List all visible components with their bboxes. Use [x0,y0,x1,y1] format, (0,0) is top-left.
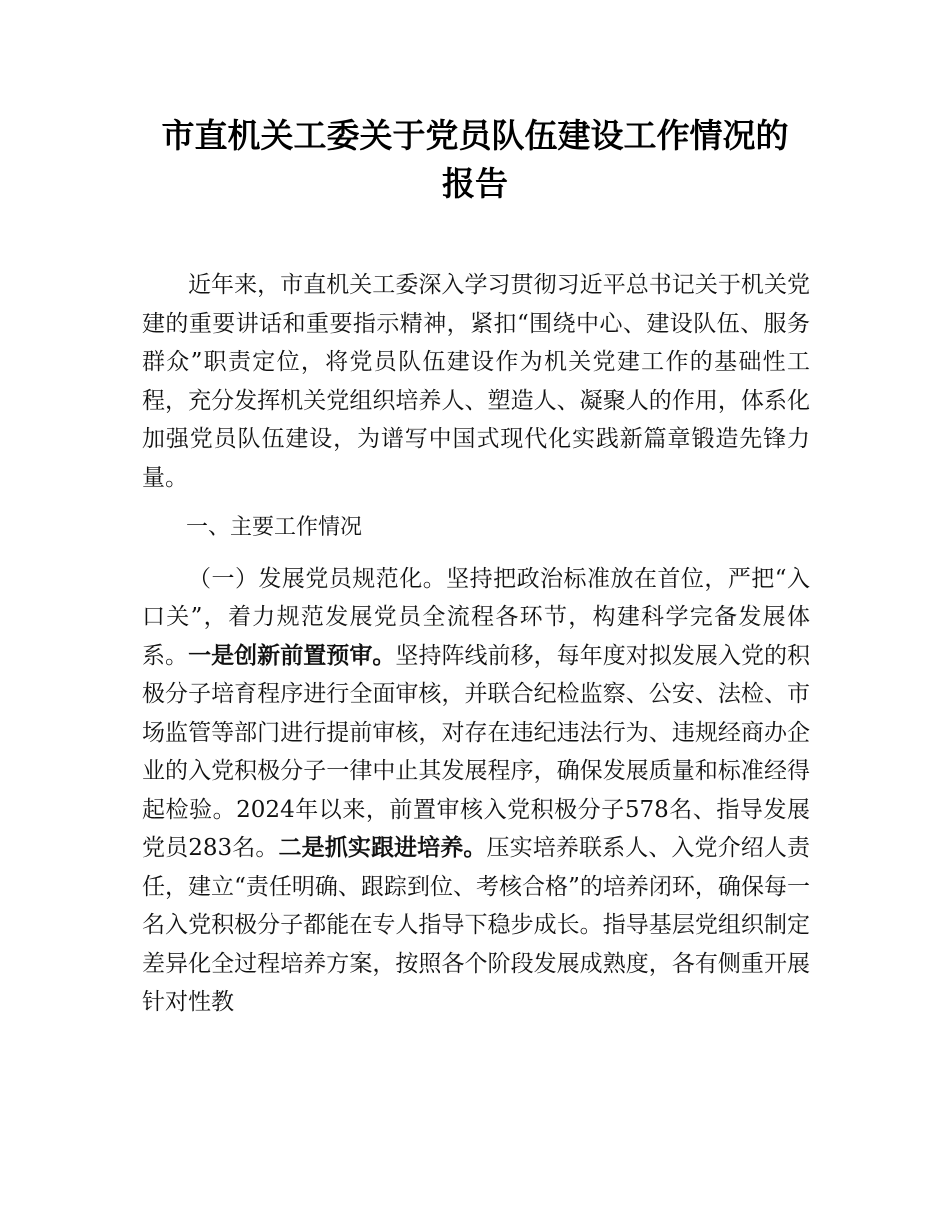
subsection-paragraph [142,560,810,1022]
subsection-lead: （一）发展党员规范化。坚持把政治标准放在首位，严把“入口关”，着力规范发展党员全流程各环节，构建科学完备发展体系。 [142,565,810,669]
document-title [120,112,830,208]
point-1-title: 一是创新前置预审。 [188,642,396,669]
section-heading: 一、主要工作情况 [186,515,363,540]
point-2-text: 压实培养联系人、入党介绍人责任，建立“责任明确、跟踪到位、考核合格”的培养闭环，确保每一名入党积极分子都能在专人指导下稳步成长。指导基层党组织制定差异化全过程培养方案，按照各个阶段发展成熟度，各有侧重开展针对性教 [142,835,811,1015]
point-1-text: 坚持阵线前移，每年度对拟发展入党的积极分子培育程序进行全面审核，并联合纪检监察、公安、法检、市场监管等部门进行提前审核，对存在违纪违法行为、违规经商办企业的入党积极分子一律中止其发展程序，确保发展质量和标准经得起检验。2024年以来，前置审核入党积极分子578名、指导发展党员283名。 [142,642,811,861]
title-line-2: 报告 [442,164,508,203]
intro-paragraph: 近年来，市直机关工委深入学习贯彻习近平总书记关于机关党建的重要讲话和重要指示精神，紧扣“围绕中心、建设队伍、服务群众”职责定位，将党员队伍建设作为机关党建工作的基础性工程，充分发挥机关党组织培养人、塑造人、凝聚人的作用，体系化加强党员队伍建设，为谱写中国式现代化实践新篇章锻造先锋力量。 [142,272,810,491]
title-line-1: 市直机关工委关于党员队伍建设工作情况的 [161,116,789,155]
point-2-title: 二是抓实跟进培养。 [278,835,487,861]
document-body [142,266,810,1022]
